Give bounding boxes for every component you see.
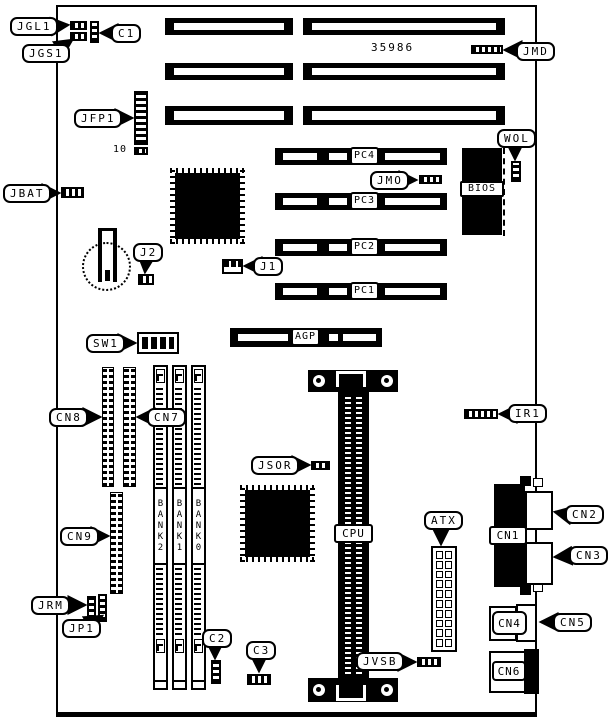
port-screw-post	[533, 478, 543, 487]
component-c2	[211, 660, 221, 684]
pci-slot-label-pc3: PC3	[350, 192, 379, 210]
pci-stripe	[283, 198, 317, 205]
callout-cn7: CN7	[147, 408, 186, 427]
pci-stripe	[329, 288, 347, 295]
part-number: 35986	[371, 41, 415, 54]
jumper-jmo	[419, 175, 442, 184]
jvsb-header	[417, 657, 441, 667]
isa-slot-opening	[174, 23, 284, 30]
bank0-label: BANK0	[191, 487, 206, 565]
callout-cn8: CN8	[49, 408, 88, 427]
pci-slot-label-pc4: PC4	[350, 147, 379, 165]
dimm-foot	[174, 680, 185, 688]
jfp1-pin10	[134, 147, 148, 155]
front-panel-header-jfp1	[134, 91, 148, 145]
port-tab	[520, 585, 531, 595]
jumper-jp1	[98, 594, 107, 622]
isa-slot-1-left	[165, 18, 293, 35]
jumper-jgs1	[70, 32, 87, 41]
cpu-slot-label: CPU	[334, 524, 373, 543]
mounting-hole	[313, 684, 325, 696]
usb-port-connector	[524, 649, 539, 694]
ide-header-cn7	[123, 367, 136, 487]
south-chipset-chip	[245, 490, 310, 557]
agp-stripe	[238, 334, 288, 341]
pci-stripe	[385, 153, 440, 160]
dimm-contacts	[156, 387, 163, 485]
callout-cn9: CN9	[60, 527, 99, 546]
pci-slot-pc4	[275, 148, 447, 165]
callout-ir1: IR1	[508, 404, 547, 423]
mounting-hole	[381, 375, 393, 387]
dimm-latch	[156, 639, 165, 653]
pci-stripe	[329, 198, 347, 205]
dimm-contacts	[175, 565, 182, 635]
dimm-latch	[156, 369, 165, 383]
cpu-retention-bracket-top	[308, 370, 398, 392]
cn4-label: CN4	[492, 611, 527, 635]
callout-cn5: CN5	[553, 613, 592, 632]
dimm-latch	[194, 369, 203, 383]
pci-stripe	[385, 198, 440, 205]
pci-stripe	[283, 244, 317, 251]
battery-contact	[105, 270, 110, 281]
isa-slot-opening	[312, 68, 496, 75]
isa-slot-3-left	[165, 106, 293, 125]
dimm-latch	[175, 369, 184, 383]
port-tab	[520, 476, 531, 486]
component-c3	[247, 674, 271, 685]
jumper-jbat	[61, 187, 84, 198]
isa-slot-1-right	[303, 18, 505, 35]
callout-c3: C3	[246, 641, 276, 660]
callout-cn2: CN2	[565, 505, 604, 524]
dip-switch-sw1	[137, 332, 179, 354]
agp-key	[329, 334, 338, 341]
cn6-label: CN6	[492, 661, 526, 681]
pci-stripe	[385, 288, 440, 295]
dimm-foot	[193, 680, 204, 688]
north-chipset-chip	[175, 173, 240, 239]
cpu-retention-bracket-bottom	[308, 678, 398, 702]
ide-header-cn8	[102, 367, 114, 487]
bracket-notch	[336, 685, 366, 701]
callout-jgs1: JGS1	[22, 44, 70, 63]
isa-slot-opening	[312, 111, 496, 120]
cn1-label: CN1	[489, 526, 527, 545]
pci-stripe	[329, 153, 347, 160]
callout-j1: J1	[253, 257, 283, 276]
dimm-contacts	[194, 387, 201, 485]
callout-jfp1: JFP1	[74, 109, 122, 128]
callout-jmd: JMD	[516, 42, 555, 61]
isa-slot-2-right	[303, 63, 505, 80]
callout-jsor: JSOR	[251, 456, 299, 475]
wol-header	[511, 161, 521, 182]
floppy-header-cn9	[110, 492, 123, 594]
callout-jp1: JP1	[62, 619, 101, 638]
pci-slot-pc1	[275, 283, 447, 300]
jumper-jrm	[87, 596, 96, 620]
pci-slot-label-pc2: PC2	[350, 238, 379, 256]
pci-slot-label-pc1: PC1	[350, 282, 379, 300]
header-j1	[222, 259, 243, 274]
callout-jrm: JRM	[31, 596, 70, 615]
bracket-notch	[336, 371, 366, 387]
pci-stripe	[283, 153, 317, 160]
pci-stripe	[283, 288, 317, 295]
agp-slot-label: AGP	[291, 328, 320, 346]
bank1-label: BANK1	[172, 487, 187, 565]
agp-stripe	[343, 334, 376, 341]
atx-power-connector	[431, 546, 457, 652]
callout-c2: C2	[202, 629, 232, 648]
serial-port-cn2	[525, 491, 553, 530]
isa-slot-opening	[174, 111, 284, 120]
component-c1	[90, 21, 99, 43]
dimm-foot	[155, 680, 166, 688]
callout-atx: ATX	[424, 511, 463, 530]
callout-jmo: JMO	[370, 171, 409, 190]
callout-c1: C1	[111, 24, 141, 43]
pci-stripe	[329, 244, 347, 251]
dimm-latch	[175, 639, 184, 653]
callout-j2: J2	[133, 243, 163, 262]
jumper-jgl1	[70, 21, 87, 30]
bios-chip-label: BIOS	[460, 181, 504, 197]
callout-wol: WOL	[497, 129, 536, 148]
agp-slot	[230, 328, 382, 347]
jfp1-pin10-number: 10	[113, 144, 128, 155]
jumper-jmd	[471, 45, 503, 54]
pci-slot-pc2	[275, 239, 447, 256]
dimm-contacts	[175, 387, 182, 485]
callout-cn3: CN3	[569, 546, 608, 565]
dimm-contacts	[194, 565, 201, 635]
jumper-jsor	[311, 461, 330, 470]
isa-slot-opening	[312, 23, 496, 30]
bank2-label: BANK2	[153, 487, 168, 565]
ir1-header	[464, 409, 498, 419]
isa-slot-2-left	[165, 63, 293, 80]
jumper-j2	[138, 274, 154, 285]
callout-jvsb: JVSB	[356, 652, 404, 671]
callout-sw1: SW1	[86, 334, 125, 353]
mounting-hole	[313, 375, 325, 387]
dimm-contacts	[156, 565, 163, 635]
mounting-hole	[381, 684, 393, 696]
callout-jgl1: JGL1	[10, 17, 58, 36]
isa-slot-opening	[174, 68, 284, 75]
isa-slot-3-right	[303, 106, 505, 125]
pci-stripe	[385, 244, 440, 251]
callout-jbat: JBAT	[3, 184, 51, 203]
serial-port-cn3	[525, 542, 553, 585]
pci-slot-pc3	[275, 193, 447, 210]
